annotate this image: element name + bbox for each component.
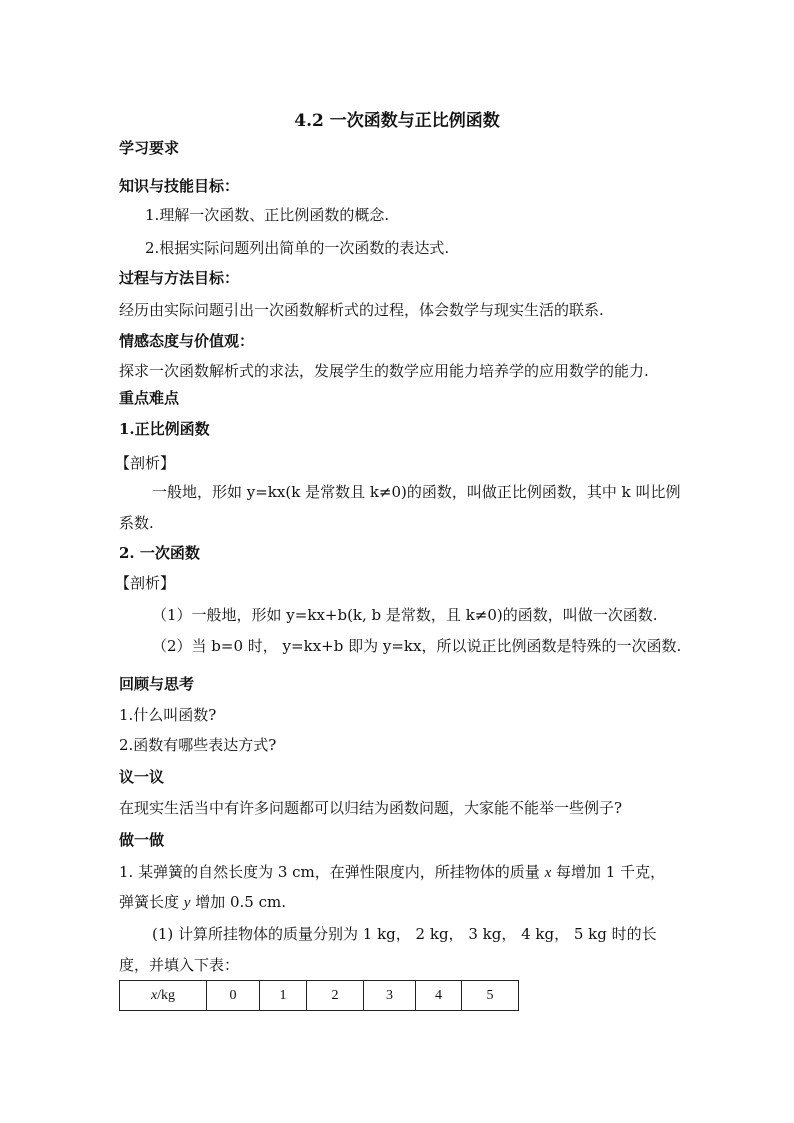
exercise-1-question-1-cont: 度，并填入下表： bbox=[119, 956, 240, 974]
review-question-1: 1.什么叫函数? bbox=[119, 706, 217, 724]
table-cell: 1 bbox=[260, 981, 307, 1011]
variable-y: y bbox=[183, 895, 191, 911]
table-row bbox=[120, 981, 519, 1011]
review-question-2: 2.函数有哪些表达方式? bbox=[119, 736, 277, 754]
proportional-definition: 一般地，形如 y=kx(k 是常数且 k≠0)的函数，叫做正比例函数，其中 k 叫比例 bbox=[152, 483, 681, 501]
heading-process-goal: 过程与方法目标： bbox=[119, 269, 240, 287]
table-cell: 3 bbox=[364, 981, 416, 1011]
variable-x: x bbox=[544, 865, 552, 881]
heading-emotion-goal: 情感态度与价值观： bbox=[119, 332, 255, 350]
table-header-unit: /kg bbox=[157, 987, 176, 1003]
exercise-1-text-c: 弹簧长度 bbox=[119, 893, 184, 911]
table-cell: 2 bbox=[307, 981, 364, 1011]
heading-key-points: 重点难点 bbox=[119, 389, 180, 407]
knowledge-item-1: 1.理解一次函数、正比例函数的概念. bbox=[145, 206, 390, 224]
table-header-var: x bbox=[150, 987, 158, 1003]
exercise-1-line-1 bbox=[119, 862, 665, 883]
heading-discuss: 议一议 bbox=[119, 768, 165, 786]
linear-definition: （1）一般地，形如 y=kx+b(k, b 是常数，且 k≠0)的函数，叫做一次函数. bbox=[152, 606, 658, 624]
emotion-text: 探求一次函数解析式的求法，发展学生的数学应用能力培养学的应用数学的能力. bbox=[119, 362, 649, 380]
knowledge-item-2: 2.根据实际问题列出简单的一次函数的表达式. bbox=[145, 239, 450, 257]
heading-knowledge-goal: 知识与技能目标： bbox=[119, 177, 240, 195]
page-title: 4.2 一次函数与正比例函数 bbox=[294, 111, 500, 131]
exercise-1-text-d: 增加 0.5 cm. bbox=[190, 893, 287, 911]
heading-do-it: 做一做 bbox=[119, 831, 165, 849]
proportional-definition-cont: 系数. bbox=[119, 514, 154, 532]
table-cell: 5 bbox=[462, 981, 519, 1011]
heading-study-requirements: 学习要求 bbox=[119, 139, 180, 157]
heading-linear-function: 2. 一次函数 bbox=[119, 544, 200, 562]
linear-special-case: （2）当 b=0 时， y=kx+b 即为 y=kx，所以说正比例函数是特殊的一次函数. bbox=[152, 637, 682, 655]
analysis-label-2: 【剖析】 bbox=[115, 574, 176, 592]
data-table bbox=[119, 980, 519, 1011]
table-cell: 4 bbox=[416, 981, 462, 1011]
exercise-1-question-1: (1) 计算所挂物体的质量分别为 1 kg， 2 kg， 3 kg， 4 kg， 5 kg 时的长 bbox=[152, 925, 657, 943]
heading-proportional-function: 1.正比例函数 bbox=[119, 420, 210, 438]
table-header-cell bbox=[120, 981, 207, 1011]
exercise-1-text-b: 每增加 1 千克， bbox=[551, 863, 666, 881]
exercise-1-text-a: 1. 某弹簧的自然长度为 3 cm，在弹性限度内，所挂物体的质量 bbox=[119, 863, 545, 881]
exercise-1-line-2 bbox=[119, 892, 286, 913]
process-text: 经历由实际问题引出一次函数解析式的过程，体会数学与现实生活的联系. bbox=[119, 301, 604, 319]
table-cell: 0 bbox=[207, 981, 260, 1011]
analysis-label-1: 【剖析】 bbox=[115, 454, 176, 472]
discuss-text: 在现实生活当中有许多问题都可以归结为函数问题，大家能不能举一些例子? bbox=[119, 799, 623, 817]
heading-review: 回顾与思考 bbox=[119, 675, 195, 693]
